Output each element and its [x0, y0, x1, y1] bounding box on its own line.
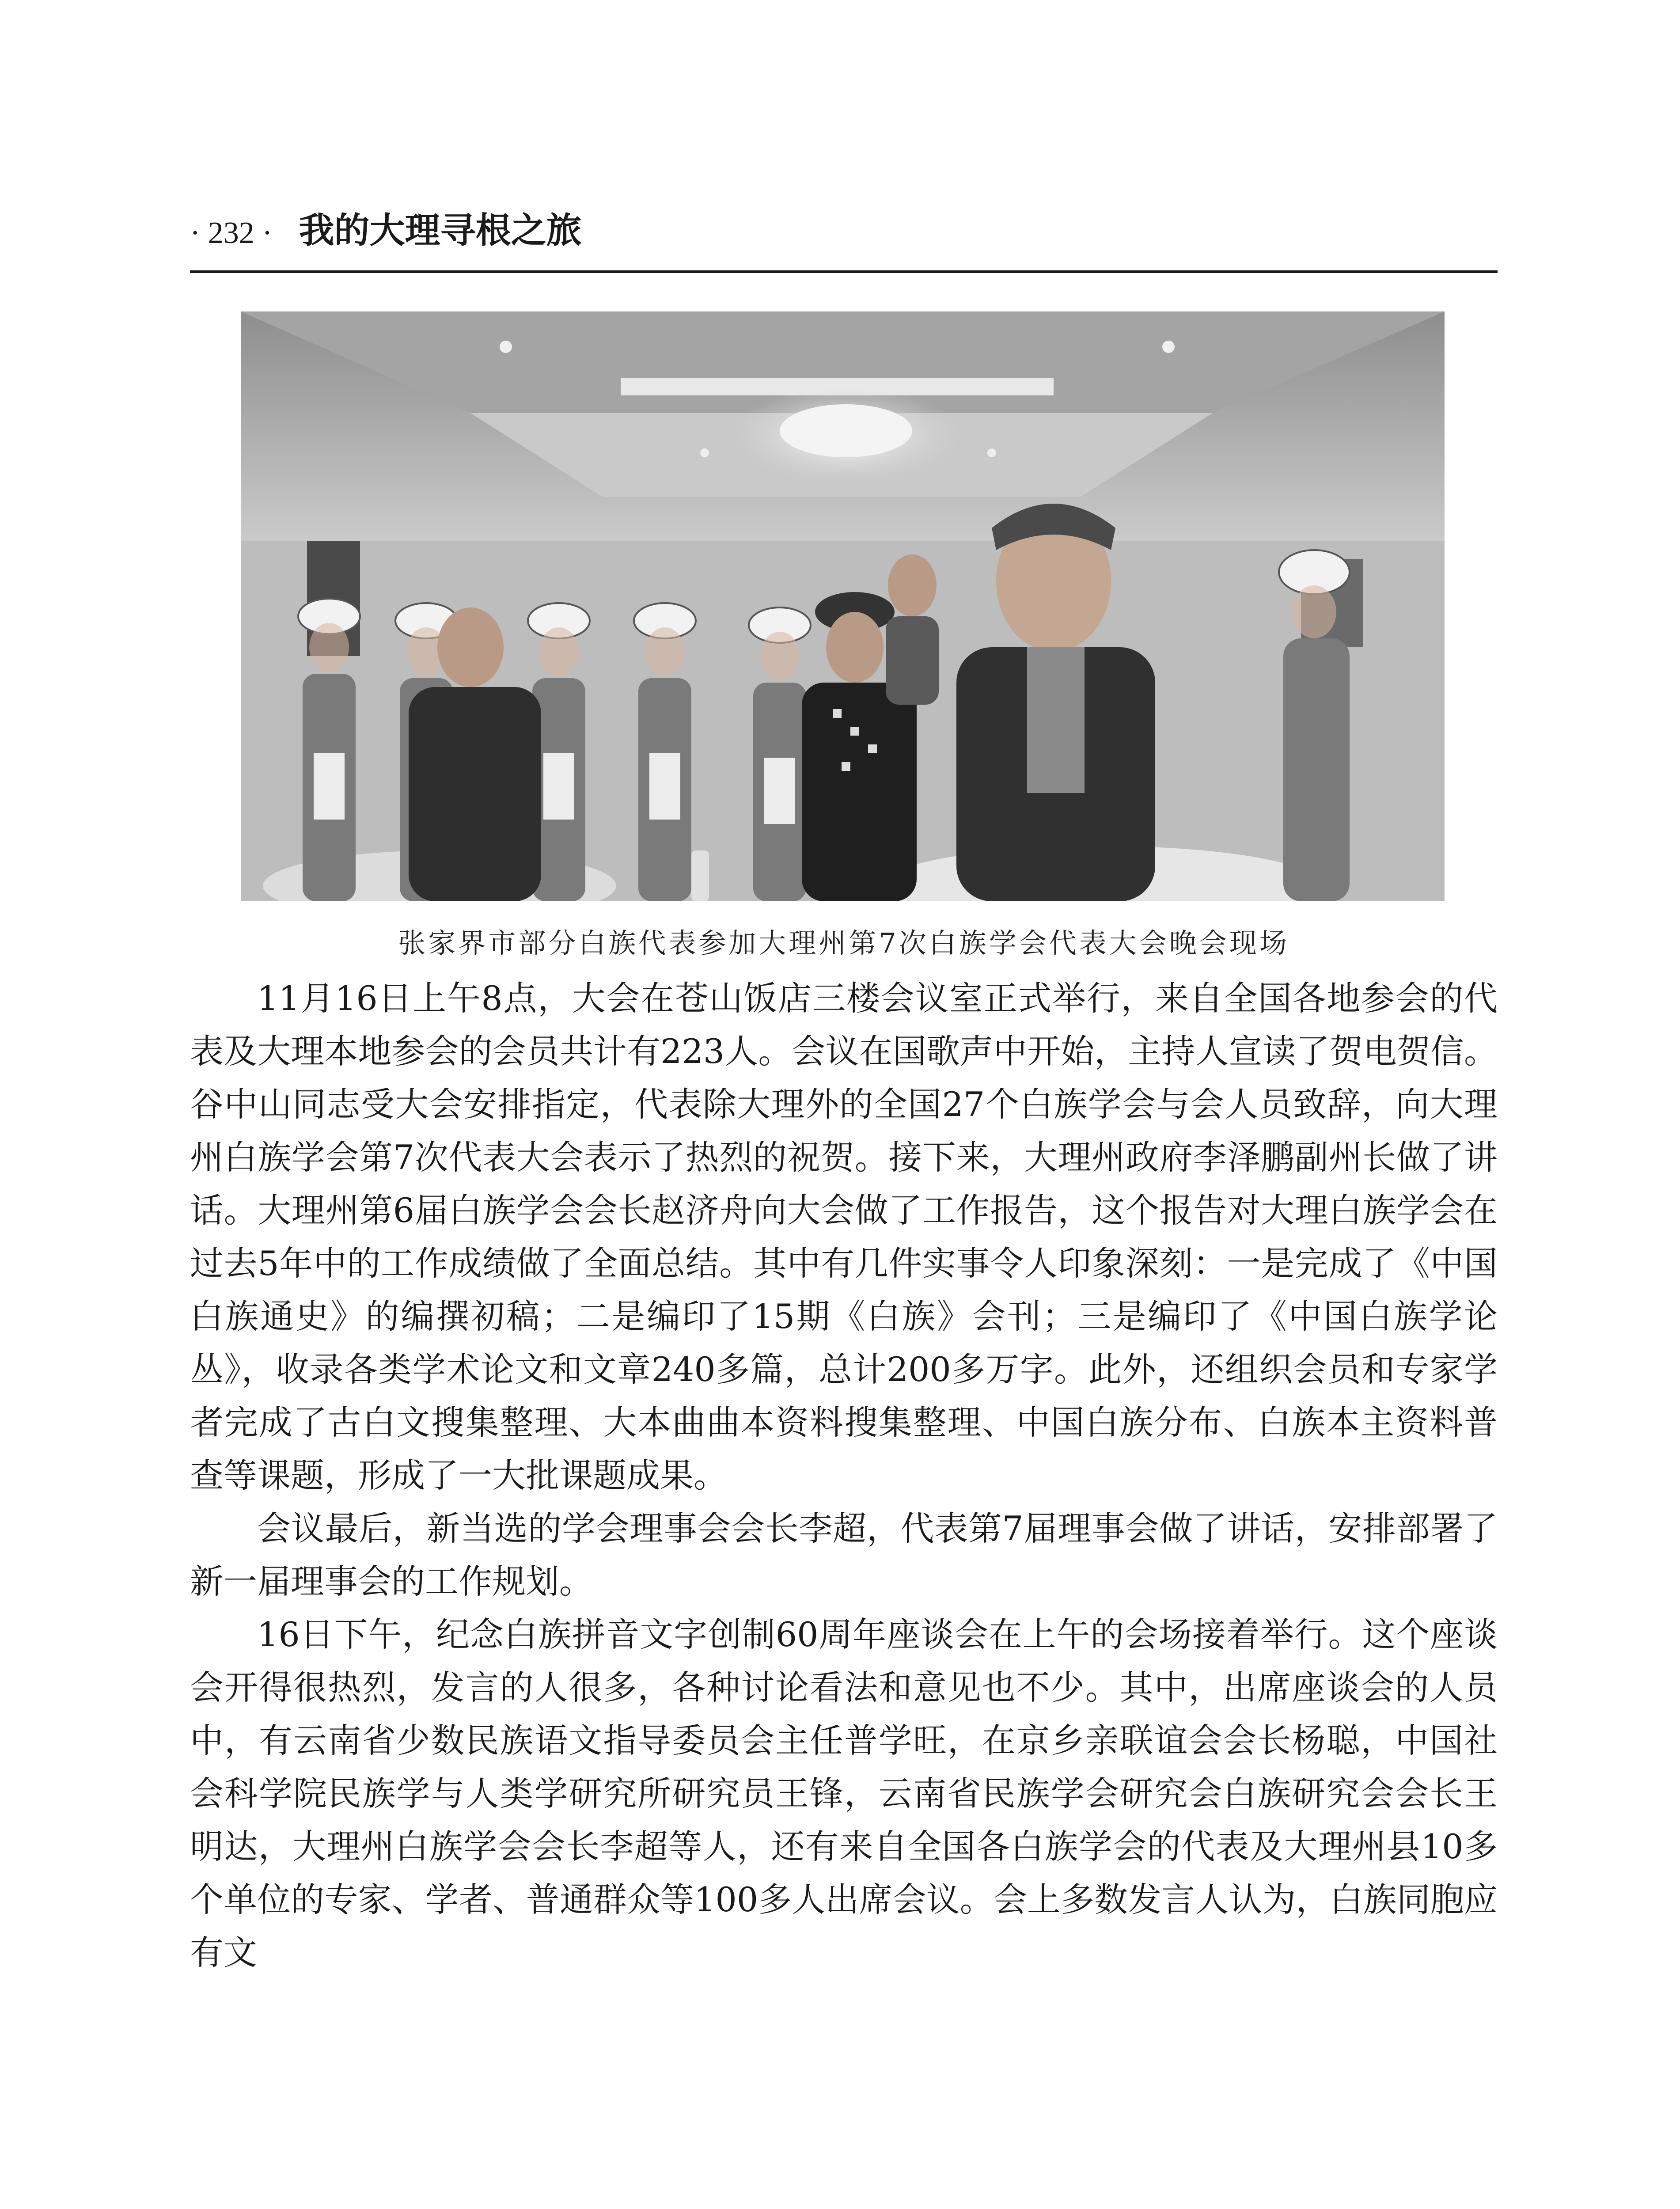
paragraph-2: 会议最后，新当选的学会理事会会长李超，代表第7届理事会做了讲话，安排部署了新一届理事会的工作规划。	[190, 1509, 1498, 1601]
book-title: 我的大理寻根之旅	[299, 210, 582, 251]
paragraph-1: 11月16日上午8点，大会在苍山饭店三楼会议室正式举行，来自全国各地参会的代表及大理本地参会的会员共计有223人。会议在国歌声中开始，主持人宣读了贺电贺信。谷中山同志受大会安排指定，代表除大理外的全国27个白族学会与会人员致辞，向大理州白族学会第7次代表大会表示了热烈的祝贺。接下来，大理州政府李泽鹏副州长做了讲话。大理州第6届白族学会会长赵济舟向大会做了工作报告，这个报告对大理白族学会在过去5年中的工作成绩做了全面总结。其中有几件实事令人印象深刻：一是完成了《中国白族通史》的编撰初稿；二是编印了15期《白族》会刊；三是编印了《中国白族学论丛》，收录各类学术论文和文章240多篇，总计200多万字。此外，还组织会员和专家学者完成了古白文搜集整理、大本曲曲本资料搜集整理、中国白族分布、白族本主资料普查等课题，形成了一大批课题成果。	[190, 979, 1498, 1495]
photo-group-banquet-hall-icon	[241, 311, 1445, 901]
paragraph-3: 16日下午，纪念白族拼音文字创制60周年座谈会在上午的会场接着举行。这个座谈会开得很热烈，发言的人很多，各种讨论看法和意见也不少。其中，出席座谈会的人员中，有云南省少数民族语文指导委员会主任普学旺，在京乡亲联谊会会长杨聪，中国社会科学院民族学与人类学研究所研究员王锋，云南省民族学会研究会白族研究会会长王明达，大理州白族学会会长李超等人，还有来自全国各白族学会的代表及大理州县10多个单位的专家、学者、普通群众等100多人出席会议。会上多数发言人认为，白族同胞应有文	[190, 1615, 1498, 1972]
event-photo	[241, 311, 1445, 901]
header-rule	[190, 270, 1498, 273]
running-head	[190, 194, 1498, 261]
body-text	[190, 972, 1498, 1979]
photo-caption: 张家界市部分白族代表参加大理州第7次白族学会代表大会晚会现场	[398, 927, 1289, 959]
page-number: · 232 ·	[190, 216, 273, 250]
